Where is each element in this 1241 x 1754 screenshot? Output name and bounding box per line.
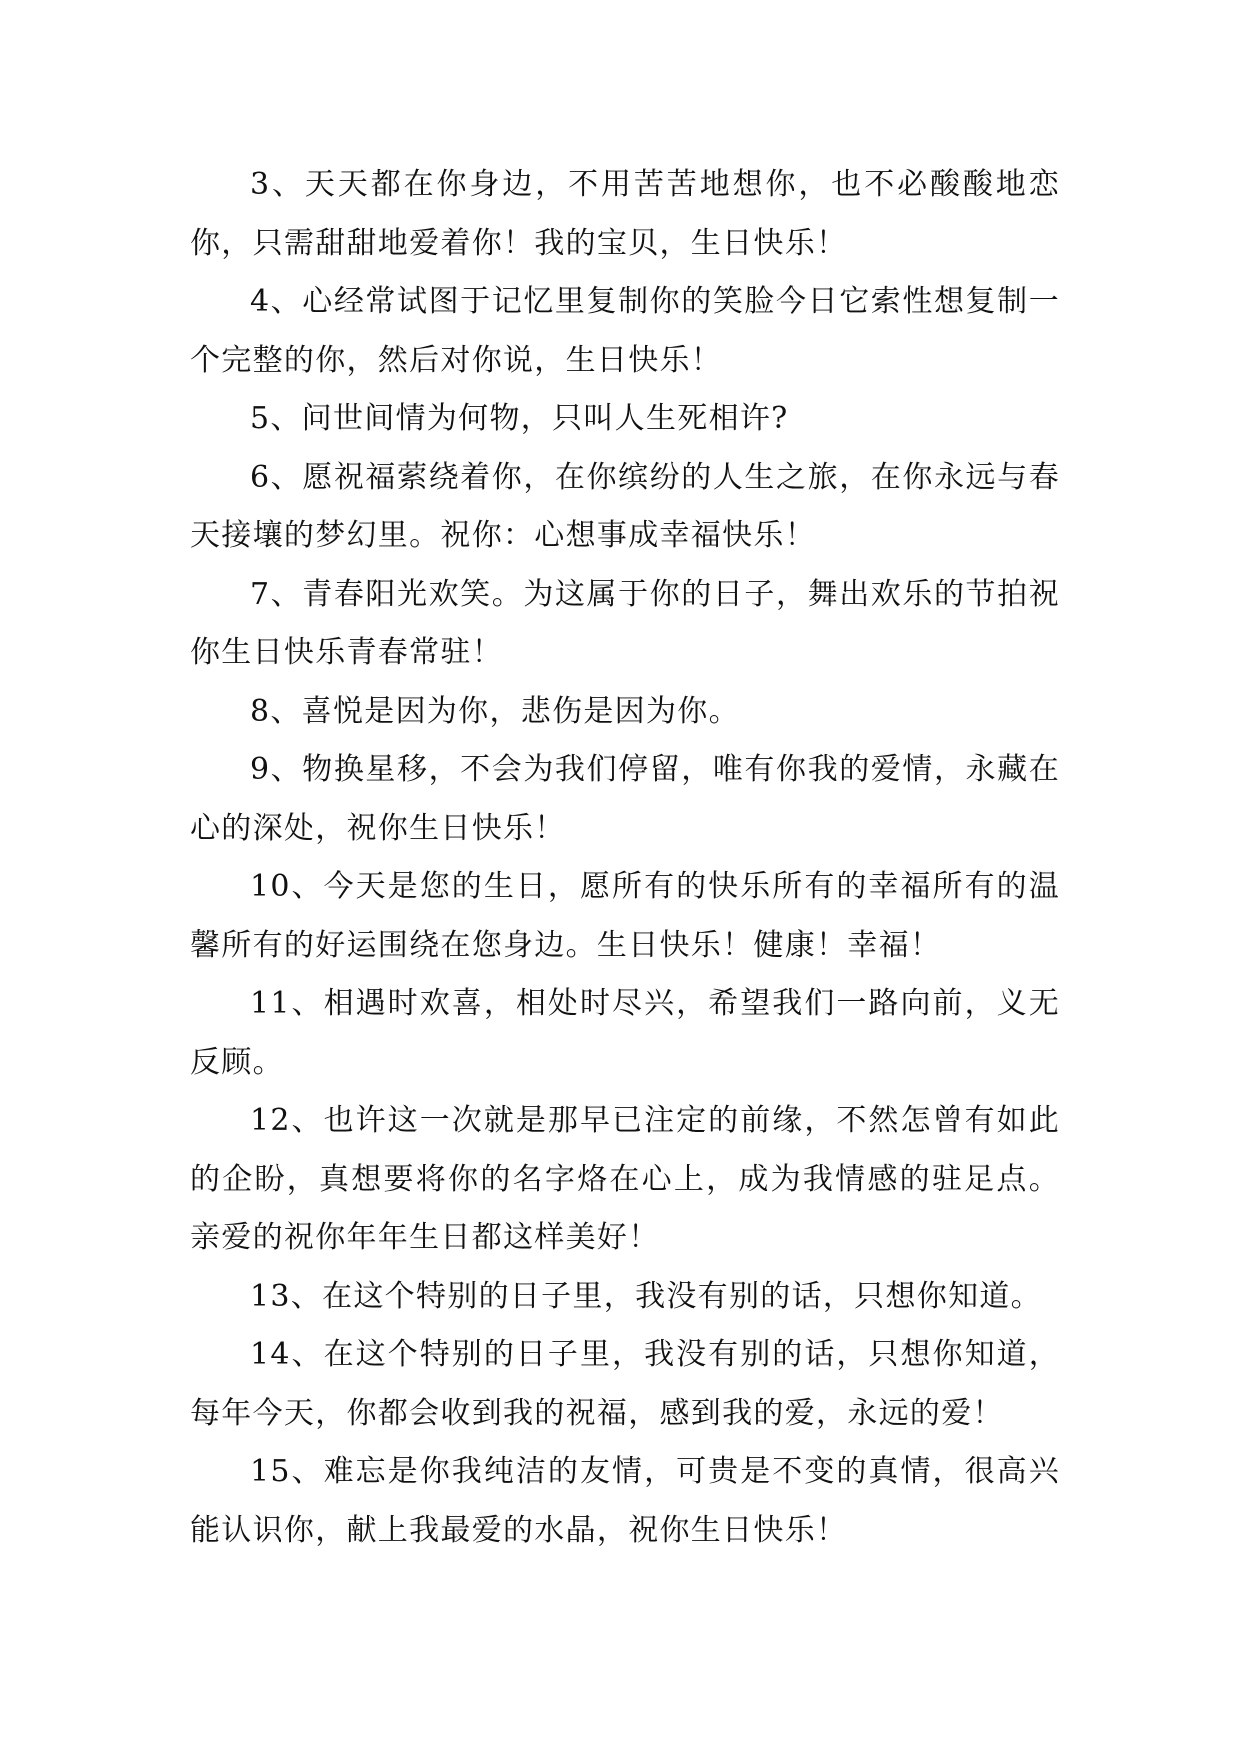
- paragraph-15: 15、难忘是你我纯洁的友情，可贵是不变的真情，很高兴能认识你，献上我最爱的水晶，祝你生日快乐！: [190, 1454, 1060, 1548]
- paragraph-10: 10、今天是您的生日，愿所有的快乐所有的幸福所有的温馨所有的好运围绕在您身边。生日快乐！健康！幸福！: [190, 869, 1060, 963]
- paragraph-7: 7、青春阳光欢笑。为这属于你的日子，舞出欢乐的节拍祝你生日快乐青春常驻！: [190, 576, 1060, 670]
- paragraph-8: 8、喜悦是因为你，悲伤是因为你。: [250, 693, 740, 729]
- paragraph-9: 9、物换星移，不会为我们停留，唯有你我的爱情，永藏在心的深处，祝你生日快乐！: [190, 752, 1060, 846]
- paragraph-11: 11、相遇时欢喜，相处时尽兴，希望我们一路向前，义无反顾。: [190, 986, 1060, 1080]
- paragraph-13: 13、在这个特别的日子里，我没有别的话，只想你知道。: [250, 1278, 1042, 1314]
- document-body: [190, 156, 1060, 1560]
- paragraph-3: 3、天天都在你身边，不用苦苦地想你，也不必酸酸地恋你，只需甜甜地爱着你！我的宝贝，生日快乐！: [190, 167, 1060, 261]
- paragraph-4: 4、心经常试图于记忆里复制你的笑脸今日它索性想复制一个完整的你，然后对你说，生日快乐！: [190, 284, 1060, 378]
- paragraph-12: 12、也许这一次就是那早已注定的前缘，不然怎曾有如此的企盼，真想要将你的名字烙在心上，成为我情感的驻足点。亲爱的祝你年年生日都这样美好！: [190, 1103, 1060, 1255]
- paragraph-6: 6、愿祝福萦绕着你，在你缤纷的人生之旅，在你永远与春天接壤的梦幻里。祝你：心想事成幸福快乐！: [190, 459, 1060, 553]
- paragraph-14: 14、在这个特别的日子里，我没有别的话，只想你知道，每年今天，你都会收到我的祝福，感到我的爱，永远的爱！: [190, 1337, 1060, 1431]
- paragraph-5: 5、问世间情为何物，只叫人生死相许?: [250, 401, 789, 436]
